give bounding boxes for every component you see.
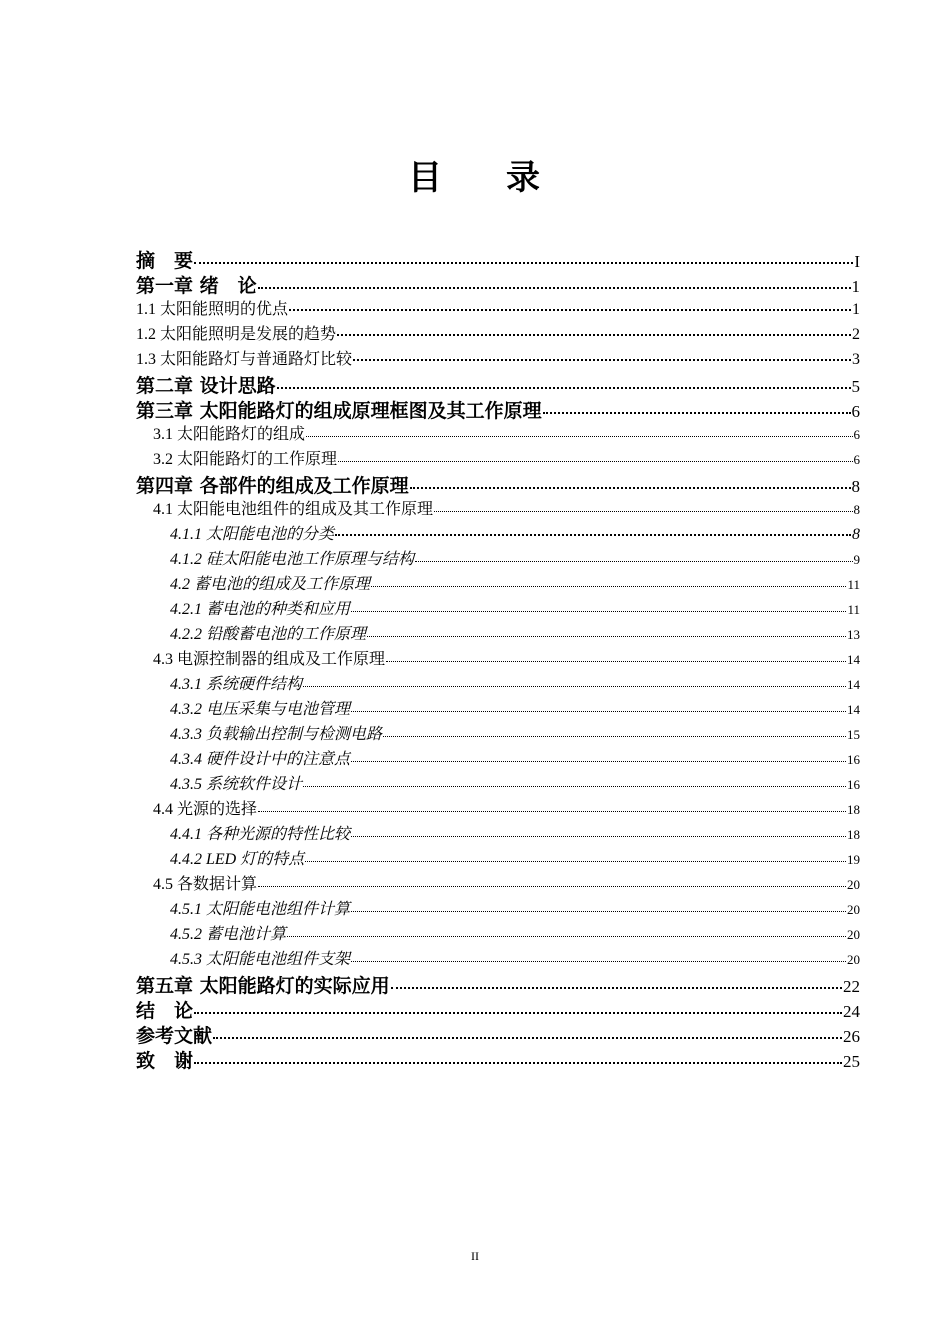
leader-dots bbox=[303, 686, 846, 687]
title-char-2: 录 bbox=[506, 158, 542, 198]
toc-entry-conclusion[interactable]: 结 论 24 bbox=[136, 1000, 860, 1022]
leader-dots bbox=[386, 661, 846, 662]
toc-entry-4-3[interactable]: 4.3 电源控制器的组成及工作原理 14 bbox=[153, 651, 860, 668]
table-of-contents bbox=[136, 246, 860, 1071]
toc-entry-chapter-2[interactable]: 第二章 设计思路 5 bbox=[136, 375, 860, 397]
toc-entry-4-5-1[interactable]: 4.5.1 太阳能电池组件计算 20 bbox=[170, 901, 860, 918]
toc-entry-4-3-3[interactable]: 4.3.3 负载输出控制与检测电路 15 bbox=[170, 726, 860, 743]
leader-dots bbox=[383, 736, 846, 737]
toc-entry-4-2[interactable]: 4.2 蓄电池的组成及工作原理 11 bbox=[170, 576, 860, 593]
toc-entry-4-1-2[interactable]: 4.1.2 硅太阳能电池工作原理与结构 9 bbox=[170, 551, 860, 568]
leader-dots bbox=[213, 1037, 842, 1039]
leader-dots bbox=[338, 461, 852, 462]
toc-entry-4-2-1[interactable]: 4.2.1 蓄电池的种类和应用 11 bbox=[170, 601, 860, 618]
leader-dots bbox=[287, 936, 846, 937]
toc-entry-chapter-5[interactable]: 第五章 太阳能路灯的实际应用 22 bbox=[136, 975, 860, 997]
toc-entry-4-1[interactable]: 4.1 太阳能电池组件的组成及其工作原理 8 bbox=[153, 501, 860, 518]
toc-entry-chapter-3[interactable]: 第三章 太阳能路灯的组成原理框图及其工作原理 6 bbox=[136, 400, 860, 422]
title-char-1: 目 bbox=[408, 158, 444, 198]
leader-dots bbox=[305, 861, 846, 862]
leader-dots bbox=[194, 262, 853, 264]
leader-dots bbox=[194, 1062, 842, 1064]
toc-entry-acknowledgements[interactable]: 致 谢 25 bbox=[136, 1050, 860, 1072]
leader-dots bbox=[258, 886, 846, 887]
toc-entry-4-3-5[interactable]: 4.3.5 系统软件设计 16 bbox=[170, 776, 860, 793]
leader-dots bbox=[543, 412, 851, 414]
toc-entry-4-5-2[interactable]: 4.5.2 蓄电池计算 20 bbox=[170, 926, 860, 943]
leader-dots bbox=[351, 611, 846, 612]
toc-entry-4-1-1[interactable]: 4.1.1 太阳能电池的分类 8 bbox=[170, 526, 860, 543]
toc-entry-1-3[interactable]: 1.3 太阳能路灯与普通路灯比较 3 bbox=[136, 351, 860, 368]
leader-dots bbox=[258, 287, 851, 289]
toc-entry-4-4-2[interactable]: 4.4.2 LED 灯的特点 19 bbox=[170, 851, 860, 868]
leader-dots bbox=[367, 636, 846, 637]
leader-dots bbox=[277, 387, 851, 389]
leader-dots bbox=[351, 761, 846, 762]
leader-dots bbox=[351, 911, 846, 912]
toc-entry-references[interactable]: 参考文献 26 bbox=[136, 1025, 860, 1047]
toc-entry-4-4-1[interactable]: 4.4.1 各种光源的特性比较 18 bbox=[170, 826, 860, 843]
leader-dots bbox=[410, 487, 851, 489]
toc-entry-4-2-2[interactable]: 4.2.2 铅酸蓄电池的工作原理 13 bbox=[170, 626, 860, 643]
toc-entry-4-4[interactable]: 4.4 光源的选择 18 bbox=[153, 801, 860, 818]
toc-entry-chapter-1[interactable]: 第一章 绪 论 1 bbox=[136, 275, 860, 297]
toc-entry-3-2[interactable]: 3.2 太阳能路灯的工作原理 6 bbox=[153, 451, 860, 468]
page-number: II bbox=[471, 1249, 479, 1263]
leader-dots bbox=[258, 811, 846, 812]
toc-entry-4-3-4[interactable]: 4.3.4 硬件设计中的注意点 16 bbox=[170, 751, 860, 768]
toc-entry-abstract[interactable]: 摘 要 I bbox=[136, 250, 860, 272]
leader-dots bbox=[351, 836, 846, 837]
toc-entry-1-1[interactable]: 1.1 太阳能照明的优点 1 bbox=[136, 301, 860, 318]
leader-dots bbox=[303, 786, 846, 787]
leader-dots bbox=[371, 586, 846, 587]
leader-dots bbox=[337, 334, 851, 336]
leader-dots bbox=[353, 359, 851, 361]
toc-entry-4-3-2[interactable]: 4.3.2 电压采集与电池管理 14 bbox=[170, 701, 860, 718]
toc-entry-chapter-4[interactable]: 第四章 各部件的组成及工作原理 8 bbox=[136, 475, 860, 497]
toc-entry-4-3-1[interactable]: 4.3.1 系统硬件结构 14 bbox=[170, 676, 860, 693]
leader-dots bbox=[194, 1012, 842, 1014]
page-title bbox=[0, 150, 950, 199]
leader-dots bbox=[434, 511, 852, 512]
toc-entry-1-2[interactable]: 1.2 太阳能照明是发展的趋势 2 bbox=[136, 326, 860, 343]
leader-dots bbox=[351, 711, 846, 712]
toc-entry-3-1[interactable]: 3.1 太阳能路灯的组成 6 bbox=[153, 426, 860, 443]
leader-dots bbox=[306, 436, 852, 437]
toc-entry-4-5-3[interactable]: 4.5.3 太阳能电池组件支架 20 bbox=[170, 951, 860, 968]
toc-entry-4-5[interactable]: 4.5 各数据计算 20 bbox=[153, 876, 860, 893]
leader-dots bbox=[415, 561, 852, 562]
leader-dots bbox=[289, 309, 851, 311]
leader-dots bbox=[335, 534, 851, 536]
leader-dots bbox=[391, 987, 842, 989]
leader-dots bbox=[351, 961, 846, 962]
